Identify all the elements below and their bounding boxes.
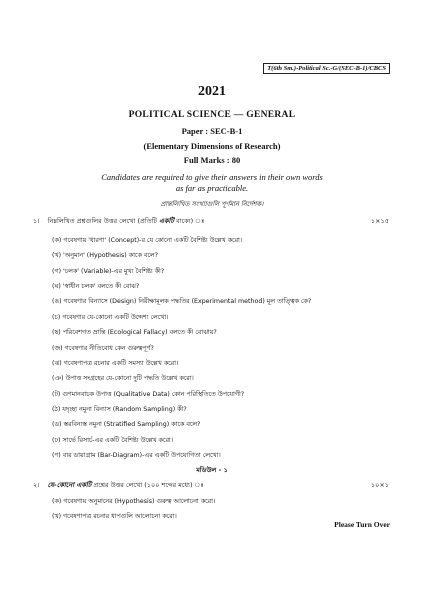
question-1-item: (খ) 'অনুমান' (Hypothesis) কাকে বলে? <box>52 252 158 259</box>
question-1-item: (ঢ) সার্ভে রিসার্চ-এর একটি বৈশিষ্ট্য উল্লেখ করো। <box>52 437 174 444</box>
instruction-bengali: প্রান্তলিখিত সংখ্যাগুলি পূর্ণমান নির্দেশক। <box>160 200 264 208</box>
question-1-item: (জ) গবেষণার নীতিবোধ কেন গুরুত্বপূর্ণ? <box>52 345 154 352</box>
instruction-line-2: as far as practicable. <box>175 183 249 193</box>
question-2 <box>33 480 204 491</box>
question-2-text-after: প্রশ্নের উত্তর লেখো (১০০ শব্দের মধ্যে) ঃ <box>91 481 204 489</box>
subject-title: POLITICAL SCIENCE — GENERAL <box>128 110 296 120</box>
paper-code-box: T(6th Sm.)-Political Sc.-G/(SEC-B-1)/CBCS <box>263 63 390 74</box>
question-1-item: (ঙ) গবেষণার বিন্যাসে (Design) নিরীক্ষামূলক পদ্ধতির (Experimental method) মূল তাত্ত্বিক কে? <box>52 298 312 305</box>
question-1-marks: ১×১৫ <box>370 217 389 225</box>
question-1-item: (ট) গুণমানবাচক উপাত্ত (Qualitative Data) কোন পরিস্থিতিতে উপযোগী? <box>52 391 245 398</box>
question-1-text-after: বাক্যে) ঃ <box>173 217 205 225</box>
question-1-item: (ঠ) যদৃচ্ছা নমুনা বিন্যাস (Random Sampling) কী? <box>52 406 187 413</box>
question-1-emph: একটি <box>159 217 174 225</box>
please-turn-over: Please Turn Over <box>334 520 390 529</box>
instruction-line-1: Candidates are required to give their answers in their own words <box>101 172 323 182</box>
question-2-marks: ১০×১ <box>370 481 389 489</box>
question-1-item: (ঘ) 'স্বাধীন চলক' বলতে কী বোঝ? <box>52 283 140 290</box>
question-1-item: (চ) গবেষণার যে-কোনো একটি উদ্দেশ্য লেখো। <box>52 314 169 321</box>
question-1-item: (ড) স্তরবিন্যস্ত নমুনা (Stratified Sampling) কাকে বলে? <box>52 421 201 428</box>
module-heading: মডিউল - ১ <box>196 466 228 474</box>
paper-code: Paper : SEC-B-1 <box>181 126 243 136</box>
question-2-emph: যে-কোনো একটি <box>47 481 92 489</box>
question-1-item: (ছ) পরিবেশগত ভ্রান্তি (Ecological Fallacy) বলতে কী বোঝায়? <box>52 329 217 336</box>
exam-year: 2021 <box>198 84 226 99</box>
full-marks: Full Marks : 80 <box>183 155 241 165</box>
question-2-item: (ক) গবেষণায় অনুমানের (Hypothesis) গুরুত্ব আলোচনা করো। <box>52 498 216 505</box>
question-1-item: (ঝ) গবেষণাপত্র রচনার একটি সমস্যা উল্লেখ করো। <box>52 360 179 367</box>
question-1-item-last: (ণ) বার ডায়াগ্রাম (Bar-Diagram)-এর একটি উপযোগিতা লেখো। <box>52 452 221 459</box>
paper-subtitle: (Elementary Dimensions of Research) <box>143 141 281 151</box>
question-1-item: (গ) 'চলক' (Variable)-এর মুখ্য বৈশিষ্ট্য কী? <box>52 268 165 275</box>
question-1-item: (ক) গবেষণায় 'ধারণা' (Concept)-র যে কোনো একটি বৈশিষ্ট্য উল্লেখ করো। <box>52 237 243 244</box>
question-1-number: ১। <box>33 217 40 225</box>
question-2-item: (খ) গবেষণাপত্র রচনার ধাপগুলি আলোচনা করো। <box>52 513 177 520</box>
question-1-text-before: নিম্নলিখিত প্রশ্নগুলির উত্তর লেখো (প্রতিটি <box>47 217 160 225</box>
question-1-item: (ঞ) উপাত্ত সংগ্রহের যে-কোনো দুটি পদ্ধতি উল্লেখ করো। <box>52 375 194 382</box>
question-2-number: ২। <box>33 481 40 489</box>
question-1 <box>33 216 204 227</box>
